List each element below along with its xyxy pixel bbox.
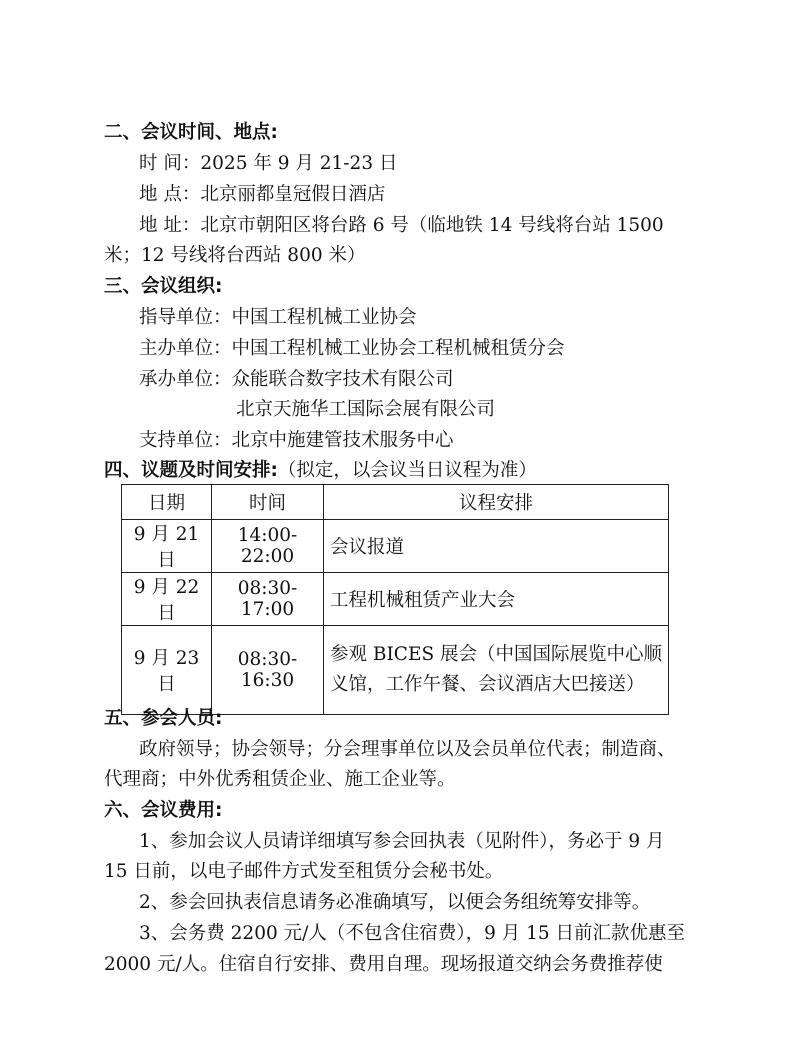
row-time: 08:30-17:00 — [212, 573, 324, 626]
table-row — [122, 520, 669, 573]
fee-item3-line1: 3、会务费 2200 元/人（不包含住宿费），9 月 15 日前汇款优惠至 — [139, 923, 686, 944]
row-date: 9 月 23 日 — [122, 626, 212, 715]
row-agenda: 参观 BICES 展会（中国国际展览中心顺义馆，工作午餐、会议酒店大巴接送） — [324, 626, 669, 715]
row-date: 9 月 21 日 — [122, 520, 212, 573]
section4-note: （拟定，以会议当日议程为准） — [277, 460, 537, 481]
section4-title — [104, 455, 684, 486]
section3-heading: 三、会议组织: — [104, 276, 223, 297]
section6-heading: 六、会议费用: — [104, 800, 223, 821]
row-date: 9 月 22 日 — [122, 573, 212, 626]
header-time: 时间 — [212, 485, 324, 520]
meeting-address-line1: 地 址：北京市朝阳区将台路 6 号（临地铁 14 号线将台站 1500 — [139, 215, 664, 236]
meeting-time: 时 间：2025 年 9 月 21-23 日 — [139, 153, 398, 174]
host-unit: 主办单位：中国工程机械工业协会工程机械租赁分会 — [139, 338, 565, 359]
row-agenda: 会议报道 — [324, 520, 669, 573]
row-time: 08:30-16:30 — [212, 626, 324, 715]
header-date: 日期 — [122, 485, 212, 520]
section4-heading: 四、议题及时间安排: — [104, 460, 278, 481]
support-unit: 支持单位：北京中施建管技术服务中心 — [139, 430, 454, 451]
organizer-unit-1: 承办单位：众能联合数字技术有限公司 — [139, 369, 454, 390]
meeting-place: 地 点：北京丽都皇冠假日酒店 — [139, 184, 386, 205]
section5-heading: 五、参会人员: — [104, 708, 223, 729]
table-row — [122, 626, 669, 715]
organizer-unit-2: 北京天施华工国际会展有限公司 — [236, 399, 496, 420]
table-row — [122, 573, 669, 626]
fee-item3-line2: 2000 元/人。住宿自行安排、费用自理。现场报道交纳会务费推荐使 — [104, 954, 663, 975]
fee-item1-line2: 15 日前，以电子邮件方式发至租赁分会秘书处。 — [104, 861, 504, 882]
fee-item2: 2、参会回执表信息请务必准确填写，以便会务组统筹安排等。 — [139, 892, 651, 913]
agenda-table — [121, 484, 669, 715]
fee-item1-line1: 1、参加会议人员请详细填写参会回执表（见附件），务必于 9 月 — [139, 831, 665, 852]
row-time: 14:00-22:00 — [212, 520, 324, 573]
meeting-address-line2: 米；12 号线将台西站 800 米） — [104, 245, 366, 266]
section2-heading: 二、会议时间、地点: — [104, 122, 278, 143]
header-agenda: 议程安排 — [324, 485, 669, 520]
row-agenda: 工程机械租赁产业大会 — [324, 573, 669, 626]
attendees-line2: 代理商；中外优秀租赁企业、施工企业等。 — [104, 769, 456, 790]
guiding-unit: 指导单位：中国工程机械工业协会 — [139, 307, 417, 328]
attendees-line1: 政府领导；协会领导；分会理事单位以及会员单位代表；制造商、 — [139, 739, 676, 760]
table-header-row — [122, 485, 669, 520]
